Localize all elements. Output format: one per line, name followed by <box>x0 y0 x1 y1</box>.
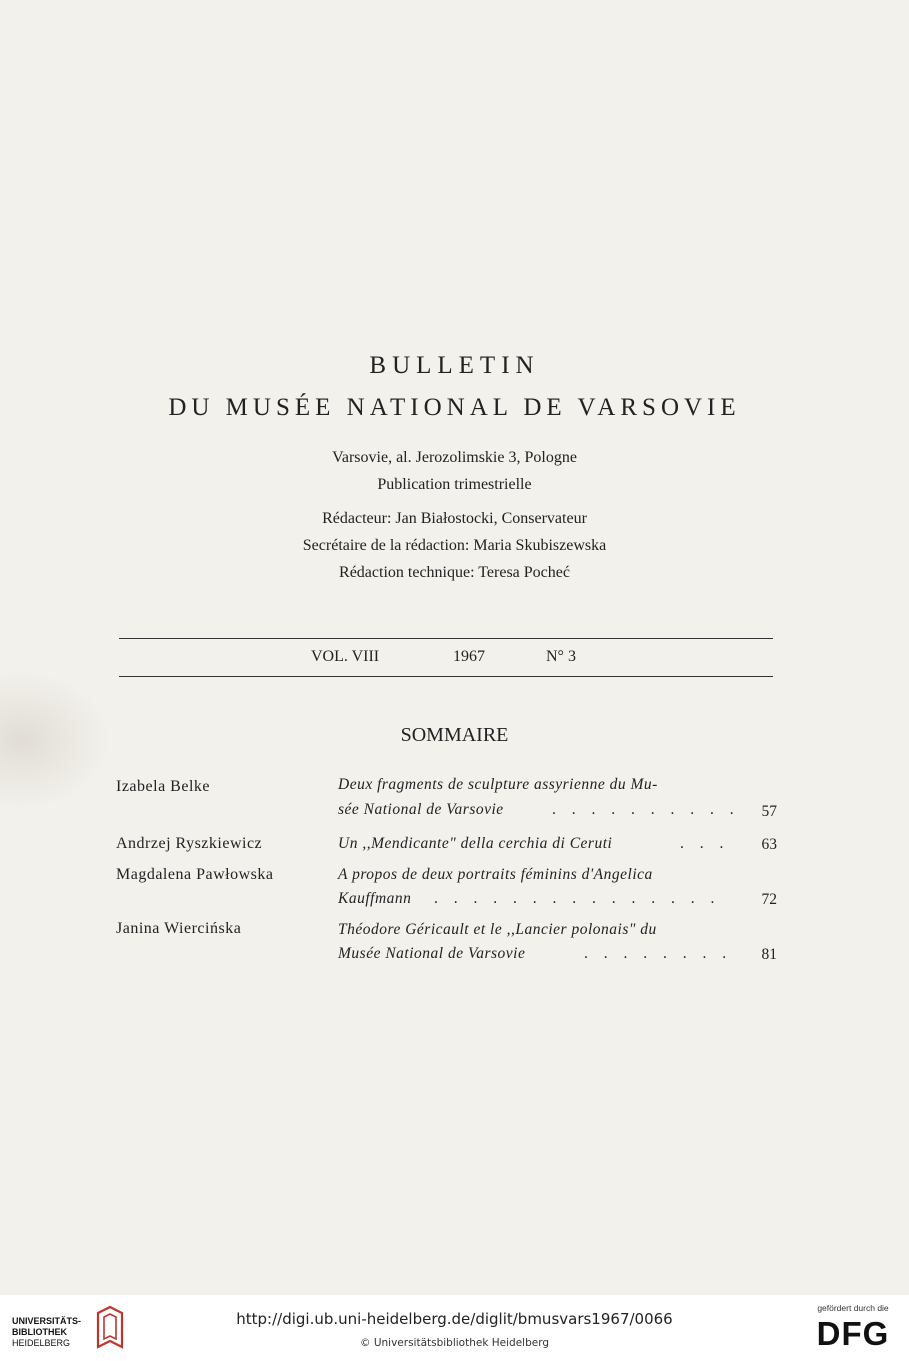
toc-author: Andrzej Ryszkiewicz <box>116 835 263 852</box>
toc-title-line1: A propos de deux portraits féminins d'Angelica <box>338 866 653 883</box>
toc-page-number: 81 <box>761 946 777 963</box>
contents-heading: SOMMAIRE <box>400 724 509 746</box>
year-label: 1967 <box>453 648 485 665</box>
address-line: Varsovie, al. Jerozolimskie 3, Pologne <box>332 449 577 466</box>
dfg-logo: DFG <box>816 1315 890 1352</box>
technical-editor-line: Rédaction technique: Teresa Pocheć <box>339 564 570 581</box>
frequency-line: Publication trimestrielle <box>377 476 532 493</box>
upper-rule <box>119 638 773 639</box>
library-name-line1: UNIVERSITÄTS- <box>12 1316 82 1326</box>
toc-title-line1: Théodore Géricault et le ,,Lancier polonais" du <box>338 921 657 938</box>
editor-line: Rédacteur: Jan Białostocki, Conservateur <box>322 510 587 527</box>
journal-title-line1: BULLETIN <box>369 352 540 379</box>
toc-author: Magdalena Pawłowska <box>116 866 274 883</box>
toc-page-number: 72 <box>761 891 777 908</box>
toc-title-line2: Kauffmann <box>338 890 412 907</box>
toc-page-number: 57 <box>761 803 777 820</box>
toc-leader-dots: . . . . . . . . . . <box>552 801 740 818</box>
toc-title-line2: sée National de Varsovie <box>338 801 504 818</box>
toc-leader-dots: . . . . . . . . . . . . . . . <box>434 890 721 907</box>
library-name-line3: HEIDELBERG <box>12 1338 71 1348</box>
toc-title-line1: Un ,,Mendicante" della cerchia di Ceruti <box>338 835 613 852</box>
journal-title-line2: DU MUSÉE NATIONAL DE VARSOVIE <box>168 394 741 421</box>
copyright-notice: © Universitätsbibliothek Heidelberg <box>359 1337 549 1349</box>
viewer-footer <box>0 1295 909 1361</box>
issue-number-label: N° 3 <box>546 648 576 665</box>
toc-leader-dots: . . . <box>680 835 730 852</box>
library-name-line2: BIBLIOTHEK <box>12 1327 67 1337</box>
permalink-url[interactable]: http://digi.ub.uni-heidelberg.de/diglit/bmusvars1967/0066 <box>236 1310 673 1328</box>
toc-leader-dots: . . . . . . . . <box>584 945 733 962</box>
volume-label: VOL. VIII <box>311 648 380 665</box>
toc-author: Izabela Belke <box>116 778 210 795</box>
toc-page-number: 63 <box>761 836 777 853</box>
lower-rule <box>119 676 773 677</box>
toc-title-line2: Musée National de Varsovie <box>338 945 526 962</box>
toc-author: Janina Wiercińska <box>116 920 242 937</box>
funded-by-label: gefördert durch die <box>817 1303 889 1313</box>
secretary-line: Secrétaire de la rédaction: Maria Skubiszewska <box>302 537 607 554</box>
toc-title-line1: Deux fragments de sculpture assyrienne du Mu- <box>338 776 658 793</box>
